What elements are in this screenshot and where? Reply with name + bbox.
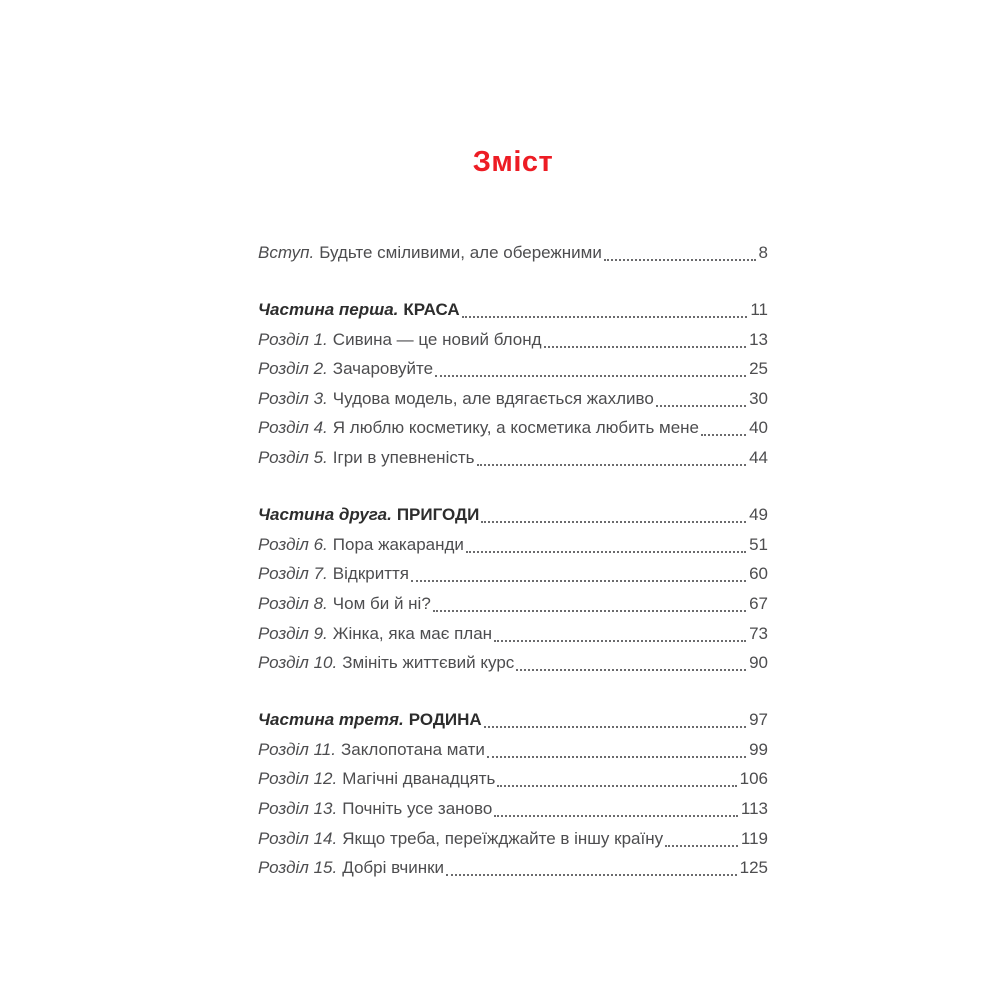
toc-entry-label: Будьте сміливими, але обережними [319, 243, 602, 262]
toc-entry [258, 648, 768, 678]
toc-entry-page: 90 [749, 653, 768, 673]
toc-entry-label: Магічні дванадцять [342, 769, 496, 789]
toc-entry-page: 44 [749, 448, 768, 468]
toc-entry-prefix: Частина друга. [258, 505, 392, 525]
toc-entry [258, 705, 768, 735]
dot-leader [477, 443, 747, 466]
toc-entry-label: КРАСА [403, 300, 460, 320]
toc-entry-page: 60 [749, 564, 768, 584]
dot-leader [494, 619, 746, 642]
toc-entry-page: 113 [740, 799, 768, 818]
toc-entry-prefix: Розділ 10. [258, 653, 338, 673]
toc-entry-label: Заклопотана мати [340, 739, 485, 759]
toc-entry [258, 295, 768, 325]
toc-entry [258, 443, 768, 473]
toc-entry [258, 413, 768, 443]
toc-entry [258, 238, 768, 268]
toc-entry-page: 8 [758, 243, 768, 262]
dot-leader [701, 413, 746, 436]
toc-entry-label: Чом би й ні? [332, 593, 431, 613]
toc-entry [258, 559, 768, 589]
toc-entry-prefix: Розділ 4. [258, 418, 328, 438]
toc-entry-label: Ігри в упевненість [332, 448, 475, 468]
toc-entry [258, 619, 768, 649]
toc-entry-prefix: Розділ 14. [258, 828, 338, 848]
toc-entry [258, 735, 768, 765]
dot-leader [484, 705, 746, 728]
toc-entry-label: Добрі вчинки [342, 858, 445, 878]
toc-entry-label: ПРИГОДИ [396, 505, 480, 525]
toc-entry-label: Відкриття [332, 564, 409, 584]
toc-entry-page: 51 [749, 534, 768, 554]
dot-leader [481, 500, 746, 523]
toc-entry-prefix: Розділ 11. [258, 739, 336, 759]
toc-entry-label: Пора жакаранди [332, 534, 464, 554]
toc-entry-page: 49 [749, 505, 768, 525]
dot-leader [487, 735, 746, 758]
toc-entry-prefix: Розділ 6. [258, 534, 328, 554]
dot-leader [665, 824, 738, 847]
toc-entry-prefix: Розділ 1. [258, 329, 328, 349]
toc-entry [258, 384, 768, 414]
toc-entry-prefix: Розділ 5. [258, 448, 328, 468]
toc-entry [258, 589, 768, 619]
toc-entry-page: 73 [749, 623, 768, 643]
toc-entry-label: Почніть усе заново [342, 799, 493, 818]
toc-list [258, 238, 768, 883]
toc-entry [258, 824, 768, 854]
dot-leader [494, 794, 738, 817]
dot-leader [433, 589, 746, 612]
toc-entry-page: 13 [749, 329, 768, 349]
dot-leader [435, 354, 746, 377]
toc-entry-label: Чудова модель, але вдягається жахливо [332, 388, 654, 408]
toc-entry [258, 794, 768, 824]
toc-entry-prefix: Розділ 13. [258, 799, 338, 818]
toc-entry-label: Змініть життєвий курс [342, 653, 515, 673]
toc-entry-page: 67 [749, 593, 768, 613]
toc-entry-label: Сивина — це новий блонд [332, 329, 542, 349]
toc-entry-page: 40 [749, 418, 768, 438]
dot-leader [544, 325, 747, 348]
toc-entry-prefix: Розділ 3. [258, 388, 328, 408]
toc-entry-label: Я люблю косметику, а косметика любить мене [332, 418, 700, 438]
dot-leader [462, 295, 748, 318]
toc-entry-page: 30 [749, 388, 768, 408]
toc-entry [258, 354, 768, 384]
toc-entry [258, 325, 768, 355]
toc-entry-label: РОДИНА [408, 710, 482, 730]
toc-entry-label: Якщо треба, переїжджайте в іншу країну [342, 828, 664, 848]
toc-entry-label: Жінка, яка має план [332, 623, 493, 643]
toc-entry-page: 25 [749, 359, 768, 379]
toc-entry [258, 853, 768, 883]
toc-entry [258, 764, 768, 794]
dot-leader [604, 238, 756, 261]
toc-entry-label: Зачаровуйте [332, 359, 434, 379]
toc-content-column [258, 0, 768, 883]
toc-entry-page: 99 [749, 739, 768, 759]
toc-entry-prefix: Розділ 2. [258, 359, 328, 379]
toc-entry-prefix: Розділ 12. [258, 769, 338, 789]
toc-entry-prefix: Частина перша. [258, 300, 399, 320]
toc-entry-page: 106 [739, 769, 768, 789]
dot-leader [656, 384, 746, 407]
toc-entry-prefix: Частина третя. [258, 710, 404, 730]
toc-entry-page: 125 [739, 858, 768, 878]
toc-entry-prefix: Розділ 7. [258, 564, 328, 584]
dot-leader [446, 853, 737, 876]
toc-entry-page: 97 [749, 710, 768, 730]
toc-entry-prefix: Розділ 8. [258, 593, 328, 613]
toc-entry-page: 11 [750, 300, 768, 320]
dot-leader [497, 764, 736, 787]
toc-entry-prefix: Розділ 15. [258, 858, 338, 878]
dot-leader [411, 559, 746, 582]
dot-leader [516, 648, 746, 671]
dot-leader [466, 530, 746, 553]
page-title: Зміст [472, 146, 554, 178]
toc-entry-prefix: Вступ. [258, 243, 315, 262]
toc-entry-prefix: Розділ 9. [258, 623, 328, 643]
toc-entry [258, 530, 768, 560]
toc-entry-page: 119 [740, 828, 768, 848]
toc-entry [258, 500, 768, 530]
